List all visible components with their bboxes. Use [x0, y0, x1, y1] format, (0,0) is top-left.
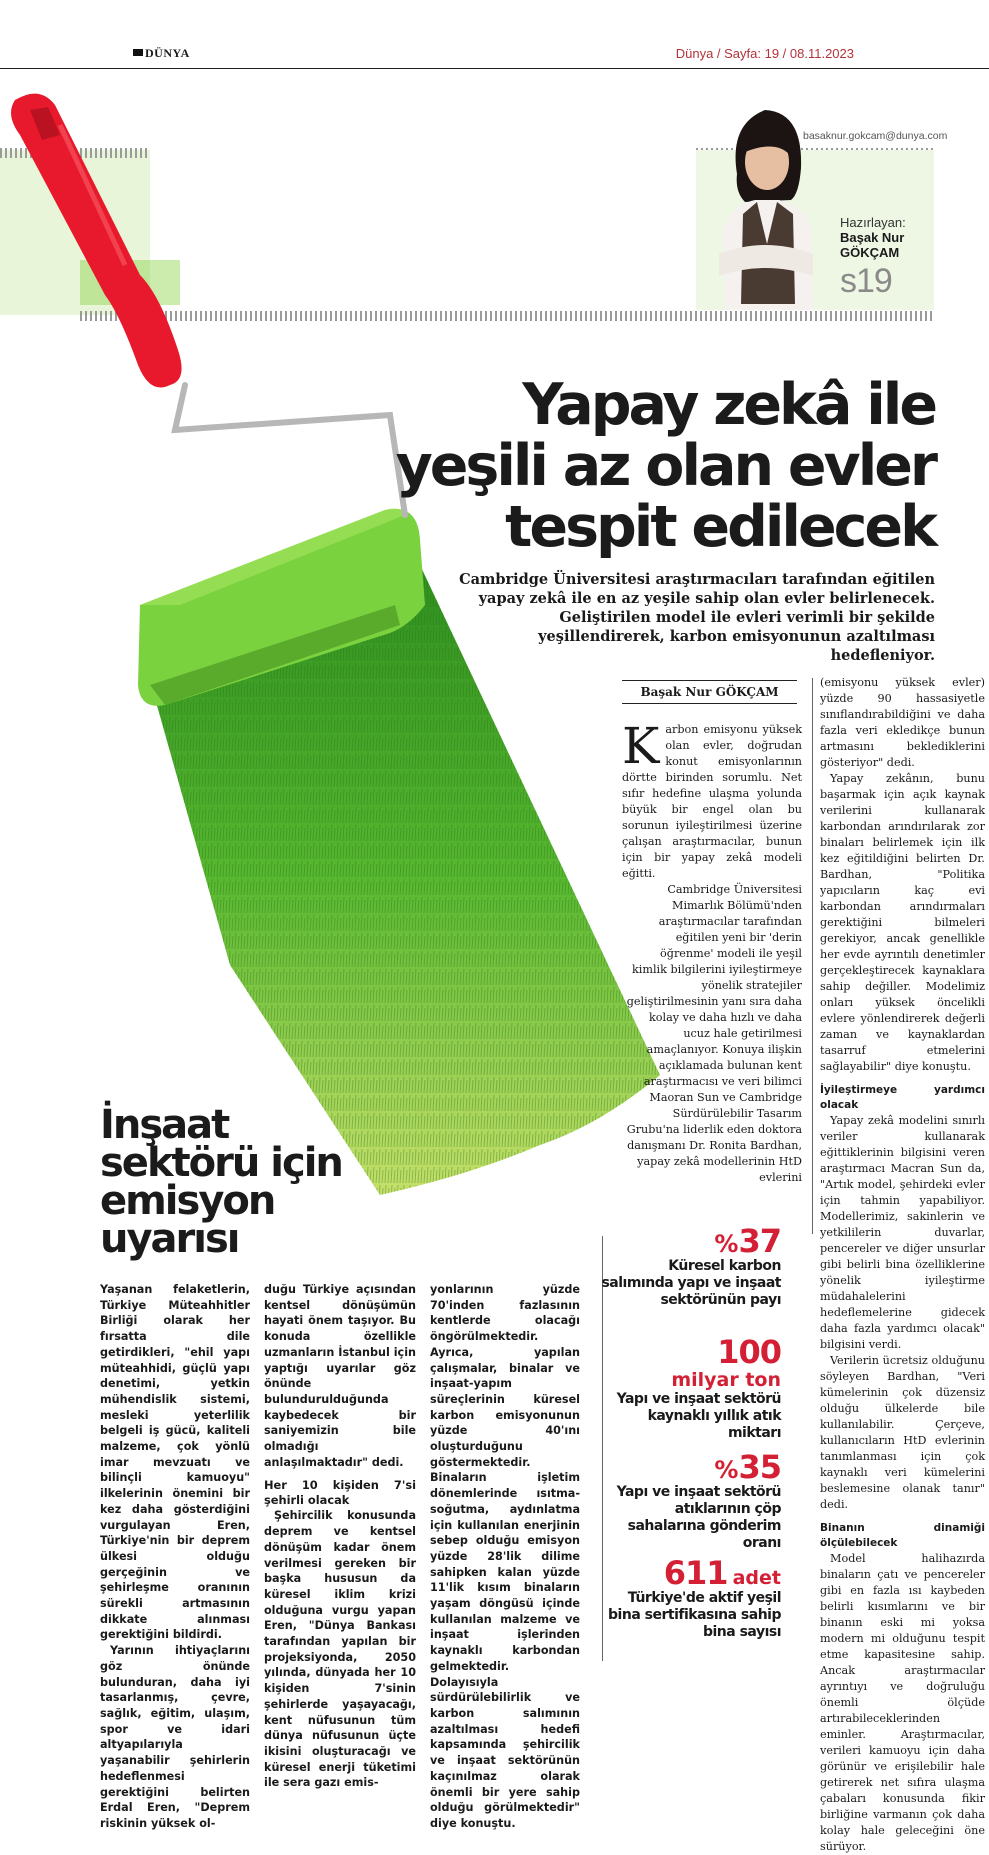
article-col2-p5: Model halihazırda binaların çatı ve pencereler gibi en fazla ısı kaybeden belirli kısımlarını ve bir binanın eski mi yoksa modern mi olduğunu tespit etme kapasitesine sahip. Ancak araştırmacılar ayrıntıyı ve doğruluğu önemli ölçüde artırabileceklerinden eminler. Araştırmacılar, verileri kamuoyu için daha görünür ve erişilebilir hale getirerek net sıfıra ulaşma çabaları konusunda fikir birliğine varmanın çok daha kolay hale geleceğini öne sürüyor.	[820, 1552, 985, 1853]
sidebar-column-1	[100, 1282, 250, 1832]
stat-2-value: 100	[717, 1333, 781, 1371]
stat-1-value: 37	[738, 1222, 781, 1260]
stat-2-unit: milyar ton	[671, 1369, 781, 1391]
publication-name: DÜNYA	[145, 46, 190, 60]
article-subhead-2: Binanın dinamiği ölçülebilecek	[820, 1522, 985, 1549]
article-headline	[375, 372, 935, 560]
drop-cap: K	[622, 717, 660, 775]
paint-roller-grass-illustration	[0, 85, 680, 1255]
stat-3-value: 35	[738, 1448, 781, 1486]
article-deck: Cambridge Üniversitesi araştırmacıları tarafından eğitilen yapay zekâ ile en az yeşile sahip olan evler belirlenecek. Geliştirilen model ile evleri verimli bir şekilde yeşillendirerek, karbon emisyonunun azaltılması hedefleniyor.	[459, 571, 935, 664]
column-divider	[812, 678, 813, 1234]
stat-item-3	[601, 1450, 781, 1552]
stat-item-2	[601, 1335, 781, 1442]
sidebar-c1-p2: Yarının ihtiyaçlarını göz önünde bulunduran, daha iyi tasarlanmış, çevre, sağlık, eğitim, ulaşım, spor ve idari altyapılarıyla yaşanabilir şehirlerin hedeflenmesi gerektiğini belirten Erdal Eren, "Deprem riskinin yüksek ol-	[100, 1644, 250, 1830]
headline-line-1: Yapay zekâ ile	[522, 372, 935, 438]
sidebar-headline-line-3: emisyon	[100, 1178, 275, 1224]
sidebar-column-2	[264, 1282, 416, 1791]
article-col1-p2: Cambridge Üniversitesi Mimarlık Bölümü'nden araştırmacılar tarafından eğitilen yeni bir 'derin öğrenme' modeli ile yeşil kimlik bilgilerini iyileştirmeye yönelik stratejiler geliştirilmesinin yanı sıra daha kolay ve daha hızlı ve daha ucuz hale getirilmesi amaçlanıyor. Konuya ilişkin açıklamada bulunan kent araştırmacısı ve veri bilimci Maoran Sun ve Cambridge Sürdürülebilir Tasarım Grubu'na liderlik eden doktora danışmanı Dr. Ronita Bardhan, yapay zekâ modellerinin HtD evlerini	[626, 883, 802, 1184]
stat-4-label: Türkiye'de aktif yeşil bina sertifikasına sahip bina sayısı	[608, 1590, 781, 1640]
article-col2-p3: Yapay zekâ modelini sınırlı veriler kullanarak eğittiklerinin bilgisini veren araştırmacı Macran Sun da, "Artık model, şehirdeki evler için tahmin yapabiliyor. Modellerimiz, sakinlerin ve yetkililerin duvarlar, pencereler ve diğer unsurlar gibi belirli bina özelliklerine yönelik iyileştirme müdahalelerini hedeflemelerine gidecek daha fazla yardımcı olacak" bilgisini verdi.	[820, 1114, 985, 1351]
stat-item-1	[601, 1224, 781, 1309]
article-col2-p2: Yapay zekânın, bunu başarmak için açık kaynak verilerini kullanarak karbondan arındırılarak zor binaları belirlemek için ilk kez eğitildiğini belirten Dr. Bardhan, "Politika yapıcıların kaç evi karbondan arındırmaları gerektiğini bilmeleri gerekiyor, ancak genellikle her evde ayrıntılı denetimler gerçekleştirecek kaynaklara sahip değiller. Modelimiz onları yüksek öncelikli evlere yönlendirerek değerli zaman ve kaynaklardan tasarruf etmelerini sağlayabilir" diye konuştu.	[820, 772, 985, 1073]
sidebar-c1-p1: Yaşanan felaketlerin, Türkiye Müteahhitler Birliği olarak her fırsatta dile getirdikleri, "ehil yapı müteahhidi, güçlü yapı denetimi, yetkin mühendislik sistemi, mesleki yeterlilik belgeli iş gücü, kaliteli malzeme, çok yönlü imar mevzuatı ve bilinçli kamuoyu" ilkelerinin önemini bir kez daha gösterdiğini vurgulayan Eren, Türkiye'nin bir deprem ülkesi olduğu gerçeğinin ve şehirleşme oranının sürekli artmasının dikkate alınması gerektiğini bildirdi.	[100, 1283, 250, 1642]
headline-line-3: tespit edilecek	[505, 494, 935, 560]
page-info: Dünya / Sayfa: 19 / 08.11.2023	[675, 46, 854, 61]
author-email: basaknur.gokcam@dunya.com	[803, 130, 948, 142]
stat-item-4	[601, 1556, 781, 1641]
stat-3-prefix: %	[714, 1456, 739, 1484]
page-code: s19	[840, 262, 892, 300]
prepared-label: Hazırlayan:	[840, 215, 906, 230]
stat-3-label: Yapı ve inşaat sektörü atıklarının çöp sahalarına gönderim oranı	[616, 1484, 781, 1551]
sidebar-c2-p2: Şehircilik konusunda deprem ve kentsel dönüşüm kadar önem verilmesi gereken bir başka hususun da küresel iklim krizi olduğuna vurgu yapan Eren, "Dünya Bankası tarafından yapılan bir projeksiyonda, 2050 yılında, dünyada her 10 kişiden 7'sinin şehirlerde yaşayacağı, kent nüfusunun tüm dünya nüfusunun üçte ikisini oluşturacağı ve küresel enerji tüketimi ile sera gazı emis-	[264, 1509, 416, 1790]
sidebar-headline-line-4: uyarısı	[100, 1216, 239, 1262]
headline-line-2: yeşili az olan evler	[395, 433, 935, 499]
sidebar-subhead: Her 10 kişiden 7'si şehirli olacak	[264, 1478, 416, 1508]
article-col2-p4: Verilerin ücretsiz olduğunu söyleyen Bardhan, "Veri kümelerinin çok düzensiz olduğu ülkelerde bile kullanılabilir. Çerçeve, kullanıcıların HtD evlerinin tanımlanması için çok kaynaklı veri kümelerini beslemesine olanak tanır" dedi.	[820, 1354, 985, 1511]
stat-2-label: Yapı ve inşaat sektörü kaynaklı yıllık atık miktarı	[616, 1391, 781, 1441]
author-portrait-image	[715, 104, 815, 310]
sidebar-headline-line-2: sektörü için	[100, 1140, 342, 1186]
sidebar-c2-p1: duğu Türkiye açısından kentsel dönüşümün hayati önem taşıyor. Bu konuda özellikle uzmanların İstanbul için yaptığı uyarılar göz önünde bulundurulduğunda kaybedecek bir saniyemizin bile olmadığı anlaşılmaktadır" dedi.	[264, 1283, 416, 1469]
sidebar-headline-line-1: İnşaat	[100, 1102, 229, 1148]
publication-logo	[133, 46, 190, 61]
author-first-name: Başak Nur	[840, 230, 905, 245]
article-byline: Başak Nur GÖKÇAM	[622, 680, 797, 704]
author-last-name: GÖKÇAM	[840, 245, 900, 260]
header-rule	[0, 68, 989, 69]
stat-1-label: Küresel karbon salımında yapı ve inşaat sektörünün payı	[601, 1258, 781, 1308]
logo-mark-icon	[133, 49, 143, 56]
stat-4-value: 611	[663, 1554, 728, 1592]
article-column-1	[622, 717, 802, 1186]
stat-1-prefix: %	[714, 1230, 739, 1258]
article-subhead-1: İyileştirmeye yardımcı olacak	[820, 1084, 985, 1111]
sidebar-headline	[100, 1102, 400, 1262]
roller-frame	[175, 385, 405, 515]
sidebar-c3-p1: yonlarının yüzde 70'inden fazlasının kentlerde olacağı öngörülmektedir. Ayrıca, yapılan çalışmalar, binalar ve inşaat-yapım süreçlerinin küresel karbon emisyonunun yüzde 40'ını oluşturduğunu göstermektedir. Binaların işletim dönemlerinde ısıtma-soğutma, aydınlatma için kullanılan enerjinin sebep olduğu emisyon yüzde 28'lik dilime sahipken kalan yüzde 11'lik kısım binaların yaşam döngüsü içinde kullanılan malzeme ve inşaat işlerinden kaynaklı karbondan gelmektedir. Dolayısıyla sürdürülebilirlik ve karbon salımının azaltılması hedefi kapsamında şehircilik ve inşaat sektörünün kaçınılmaz olarak önemli bir yere sahip olduğu görülmektedir" diye konuştu.	[430, 1283, 580, 1830]
sidebar-column-3	[430, 1282, 580, 1832]
article-column-2	[820, 675, 985, 1855]
author-photo	[715, 104, 815, 310]
roller-handle	[11, 94, 182, 388]
stat-4-unit: adet	[732, 1567, 781, 1589]
article-col1-p1: arbon emisyonu yüksek olan evler, doğrudan konut emisyonlarının dörtte birinden sorumlu. Net sıfır hedefine ulaşma yolunda büyük bir engel olan bu sorunun iyileştirilmesi üzerine çalışan araştırmacılar, bunun için bir yapay zekâ modeli eğitti.	[622, 723, 802, 880]
article-col2-p1: (emisyonu yüksek evler) yüzde 90 hassasiyetle sınıflandırabildiğini ve daha fazla veri ekledikçe bunun artmasını beklediklerini gösteriyor" dedi.	[820, 676, 985, 769]
